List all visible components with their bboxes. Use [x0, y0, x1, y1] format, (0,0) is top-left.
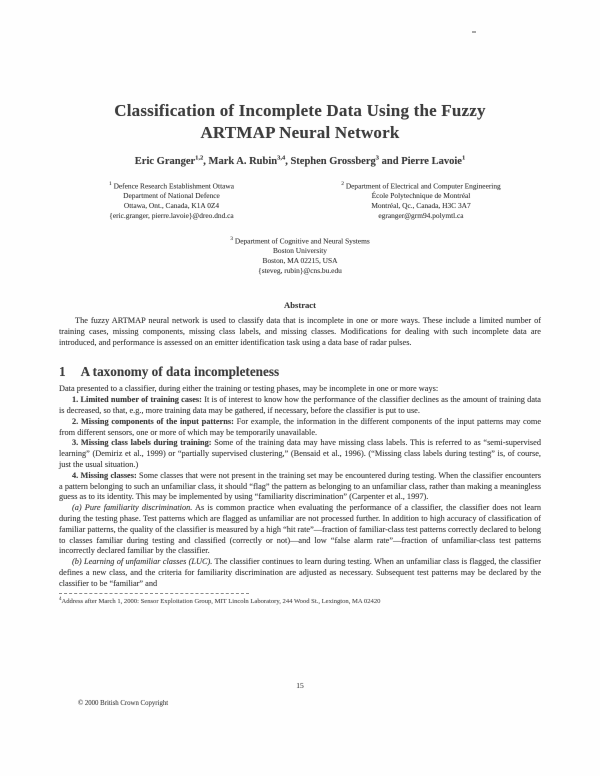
author-4 — [401, 156, 465, 167]
author-separator: , — [203, 155, 209, 167]
author-1 — [135, 156, 209, 167]
item-text: As is common practice when evaluating the performance of a classifier, the classifier does not learn during the testing phase. Test patterns which are flagged as unfamiliar are not processed further. In addition to high accuracy of classification of familiar patterns, the quality of the classifier is measured by a high “hit rate”—fraction of familiar-class test patterns correctly declared to belong to classes familiar during testing and classified (correctly or not)—and low “false alarm rate”—fraction of unfamiliar-class test patterns incorrectly declared familiar by the classifier. — [59, 503, 541, 556]
affiliation-marker: 2 — [341, 180, 344, 187]
affiliation-email: {steveg, rubin}@cns.bu.edu — [258, 266, 342, 276]
item-text: It is of interest to know how the performance of the classifier declines as the amount of training data is decreased, so that, e.g., more training data may be gathered, if necessary, before the classifier is put to use. — [59, 395, 541, 416]
scan-artifact-speck — [472, 31, 476, 33]
abstract-heading: Abstract — [284, 300, 316, 311]
list-item-2 — [59, 417, 541, 439]
list-item-4 — [59, 471, 541, 503]
author-name: Pierre Lavoie — [401, 155, 462, 167]
affiliation-line: Boston, MA 02215, USA — [262, 256, 338, 266]
paper-title-line1: Classification of Incomplete Data Using the Fuzzy — [114, 101, 486, 120]
item-lead: (a) Pure familiarity discrimination. — [72, 503, 193, 513]
affiliation-block-2 — [301, 179, 541, 221]
item-text: For example, the information in the different components of the input patterns may come from different sensors, one or more of which may be temporarily unavailable. — [59, 416, 541, 437]
footnote-marker: 4 — [59, 596, 62, 602]
affiliation-line — [59, 179, 284, 191]
footnote — [59, 596, 541, 607]
paper-title-line2: ARTMAP Neural Network — [200, 123, 400, 142]
item-text: Some classes that were not present in the training set may be encountered during testing. When the classifier encounters a pattern belonging to such an unfamiliar class, it should “flag” the pattern as belonging to an unfamiliar class, rather than making a meaningless guess as to its identity. This may be implemented by using “familiarity discrimination” (Carpenter et al., 1997). — [59, 470, 542, 502]
affiliations-center-row — [59, 234, 541, 276]
author-separator: , — [285, 155, 291, 167]
author-2 — [209, 156, 291, 167]
affiliation-line: Montréal, Qc., Canada, H3C 3A7 — [371, 200, 471, 210]
affiliation-line: École Polytechnique de Montréal — [371, 190, 471, 200]
copyright-notice: © 2000 British Crown Copyright — [78, 700, 169, 707]
affiliation-line: Boston University — [273, 246, 327, 256]
section-title: A taxonomy of data incompleteness — [80, 364, 280, 380]
item-lead: 3. Missing class labels during training: — [72, 438, 212, 448]
author-3 — [290, 156, 401, 167]
affiliation-name: Defence Research Establishment Ottawa — [111, 180, 235, 190]
author-name: Eric Granger — [134, 155, 196, 167]
page-number: 15 — [296, 681, 304, 690]
affiliation-block-3 — [59, 234, 541, 276]
affiliation-line — [301, 179, 541, 191]
author-affiliation-marker: 3,4 — [277, 154, 286, 161]
sub-item-a — [59, 503, 541, 557]
paragraph-intro: Data presented to a classifier, during either the training or testing phases, may be incomplete in one or more ways: — [59, 384, 439, 394]
affiliation-marker: 3 — [230, 235, 234, 242]
affiliations-row — [59, 179, 541, 221]
author-affiliation-marker: 1,2 — [195, 154, 204, 161]
abstract-text: The fuzzy ARTMAP neural network is used to classify data that is incomplete in one or more ways. These include a limited number of training cases, missing components, missing class labels, and missing classes. Modifications for dealing with such incomplete data are introduced, and performance is assessed on an emitter identification task using a data base of radar pulses. — [59, 316, 541, 348]
item-lead: 2. Missing components of the input patterns: — [72, 416, 234, 426]
footnote-text: Address after March 1, 2000: Sensor Exploitation Group, MIT Lincoln Laboratory, 244 Wood St., Lexington, MA 02420 — [61, 597, 381, 605]
affiliation-line: Ottawa, Ont., Canada, K1A 0Z4 — [123, 200, 220, 210]
list-item-1 — [59, 395, 541, 417]
item-lead: 4. Missing classes: — [72, 470, 137, 480]
authors-line — [59, 154, 541, 167]
section-heading — [59, 364, 541, 380]
author-name: Mark A. Rubin — [208, 155, 278, 167]
affiliation-email: egranger@grm94.polymtl.ca — [378, 210, 464, 220]
author-affiliation-marker: 1 — [461, 154, 466, 161]
affiliation-name: Department of Electrical and Computer Engineering — [343, 180, 501, 190]
affiliation-marker: 1 — [108, 180, 112, 187]
item-text: Some of the training data may have missing class labels. This is referred to as “semi-supervised learning” (Demiriz et al., 1999) or “partially supervised clustering,” (Bensaid et al., 1996). (“Missing class labels during testing” is, of course, just the usual situation.) — [59, 438, 541, 470]
item-text: The classifier continues to learn during testing. When an unfamiliar class is flagged, the classifier defines a new class, and the criteria for familiarity discrimination are adjusted as necessary. Subsequent test patterns may be declared by the classifier to be “familiar” and — [59, 557, 541, 588]
affiliation-email: {eric.granger, pierre.lavoie}@dreo.dnd.ca — [109, 210, 234, 220]
list-item-3 — [59, 438, 541, 470]
author-separator: and — [379, 155, 402, 167]
author-name: Stephen Grossberg — [290, 155, 376, 167]
paper-title — [59, 100, 541, 144]
sub-item-b — [59, 557, 541, 589]
affiliation-block-1 — [59, 179, 284, 221]
item-lead: (b) Learning of unfamiliar classes (LUC). — [72, 557, 213, 567]
affiliation-name: Department of Cognitive and Neural Systems — [233, 236, 370, 246]
affiliation-line: Department of National Defence — [123, 190, 220, 200]
page-content — [59, 0, 541, 606]
footnote-rule — [59, 593, 249, 594]
item-lead: 1. Limited number of training cases: — [72, 395, 202, 405]
section-number: 1 — [59, 364, 66, 380]
author-affiliation-marker: 3 — [375, 154, 379, 161]
affiliation-line — [59, 234, 541, 246]
